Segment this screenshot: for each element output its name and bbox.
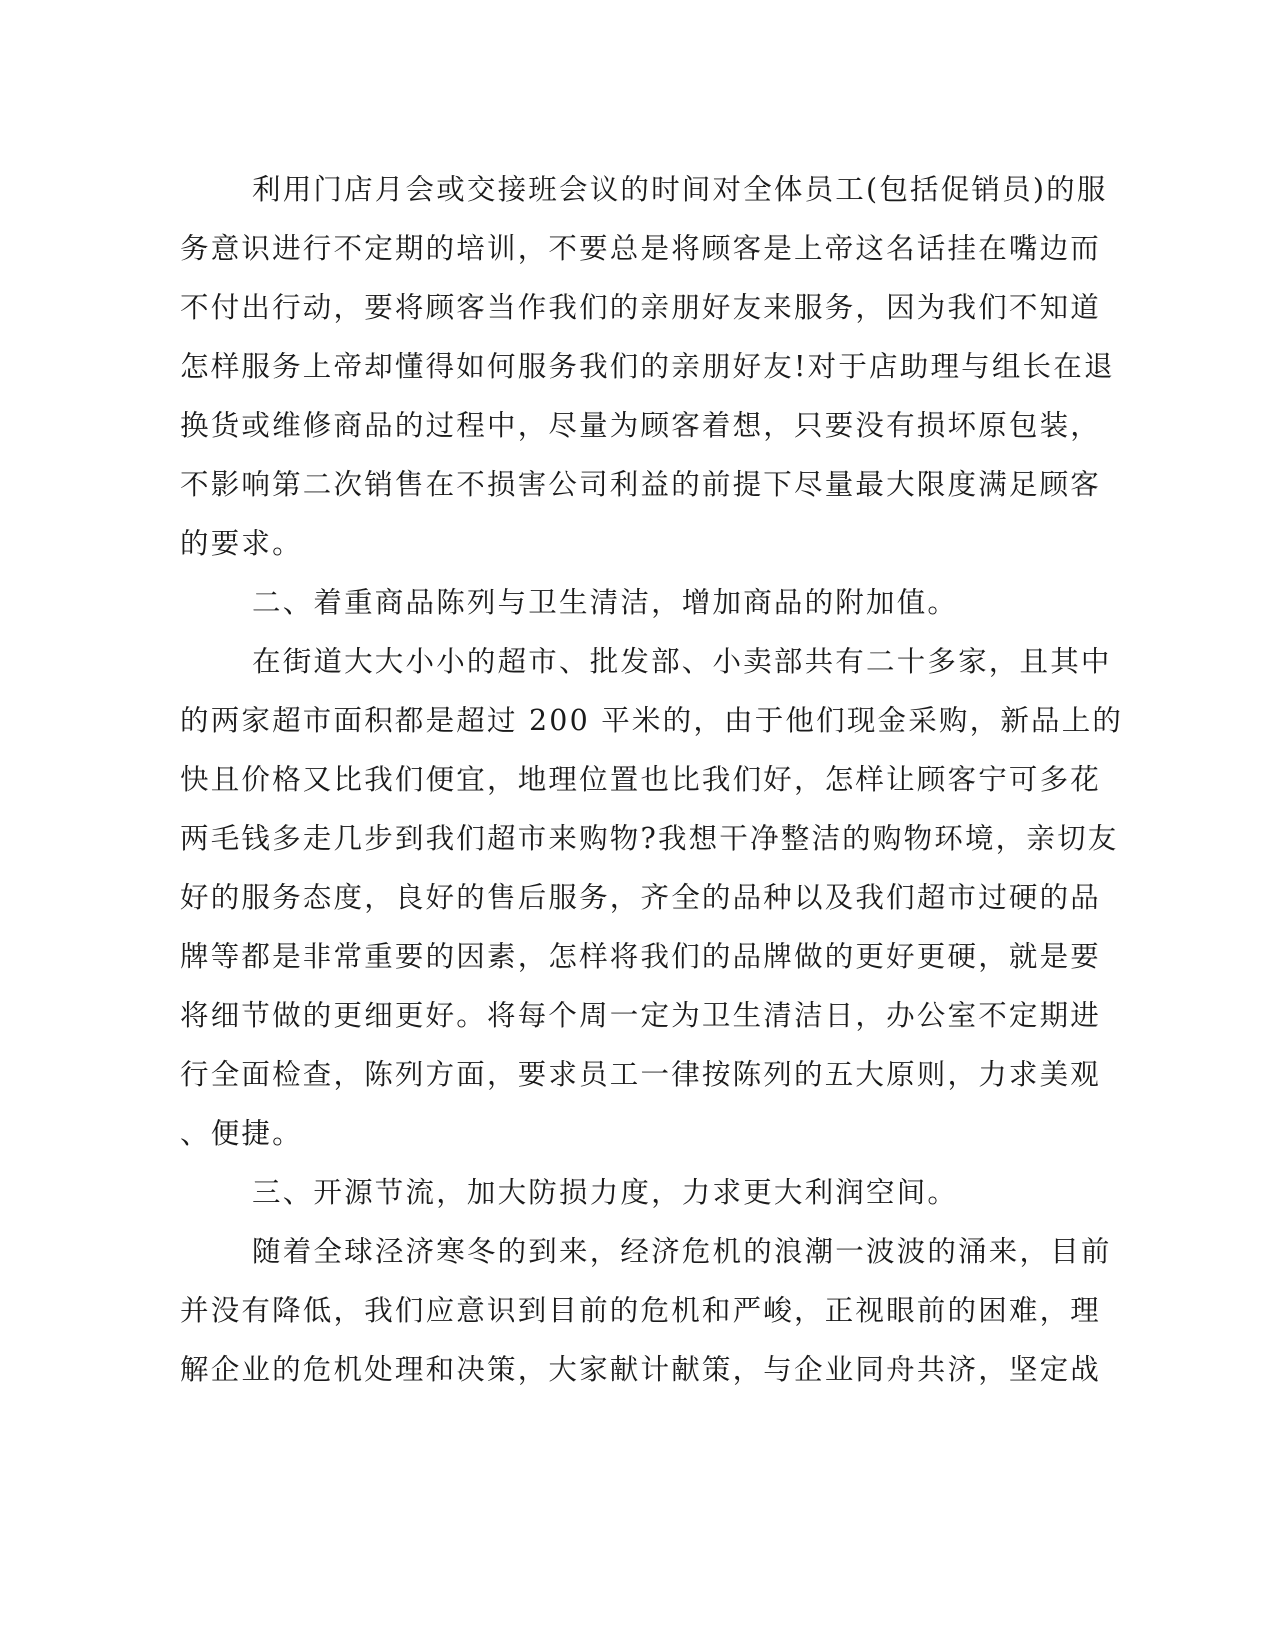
section-heading: 二、着重商品陈列与卫生清洁，增加商品的附加值。	[252, 586, 959, 619]
text-line: 好的服务态度，良好的售后服务，齐全的品种以及我们超市过硬的品	[180, 881, 1102, 914]
document-body	[180, 160, 1124, 1399]
text-line: 解企业的危机处理和决策，大家献计献策，与企业同舟共济，坚定战	[180, 1353, 1102, 1386]
text-line: 换货或维修商品的过程中，尽量为顾客着想，只要没有损坏原包装，	[180, 409, 1102, 442]
text-line: 快且价格又比我们便宜，地理位置也比我们好，怎样让顾客宁可多花	[180, 763, 1102, 796]
text-line: 的要求。	[180, 527, 303, 560]
text-line: 行全面检查，陈列方面，要求员工一律按陈列的五大原则，力求美观	[180, 1058, 1102, 1091]
text-line: 随着全球泾济寒冬的到来，经济危机的浪潮一波波的涌来，目前	[252, 1235, 1112, 1268]
text-line: 并没有降低，我们应意识到目前的危机和严峻，正视眼前的困难，理	[180, 1294, 1102, 1327]
text-line: 将细节做的更细更好。将每个周一定为卫生清洁日，办公室不定期进	[180, 999, 1102, 1032]
text-line: 务意识进行不定期的培训，不要总是将顾客是上帝这名话挂在嘴边而	[180, 232, 1102, 265]
text-line: 怎样服务上帝却懂得如何服务我们的亲朋好友!对于店助理与组长在退	[180, 350, 1115, 383]
text-line: 利用门店月会或交接班会议的时间对全体员工(包括促销员)的服	[252, 173, 1108, 206]
text-line: 的两家超市面积都是超过 200 平米的，由于他们现金采购，新品上的	[180, 704, 1124, 737]
text-line: 不影响第二次销售在不损害公司利益的前提下尽量最大限度满足顾客	[180, 468, 1102, 501]
text-line: 不付出行动，要将顾客当作我们的亲朋好友来服务，因为我们不知道	[180, 291, 1102, 324]
text-line: 牌等都是非常重要的因素，怎样将我们的品牌做的更好更硬，就是要	[180, 940, 1102, 973]
text-line: 在街道大大小小的超市、批发部、小卖部共有二十多家，且其中	[252, 645, 1112, 678]
text-line: 、便捷。	[180, 1117, 303, 1150]
text-line: 两毛钱多走几步到我们超市来购物?我想干净整洁的购物环境，亲切友	[180, 822, 1119, 855]
section-heading: 三、开源节流，加大防损力度，力求更大利润空间。	[252, 1176, 959, 1209]
